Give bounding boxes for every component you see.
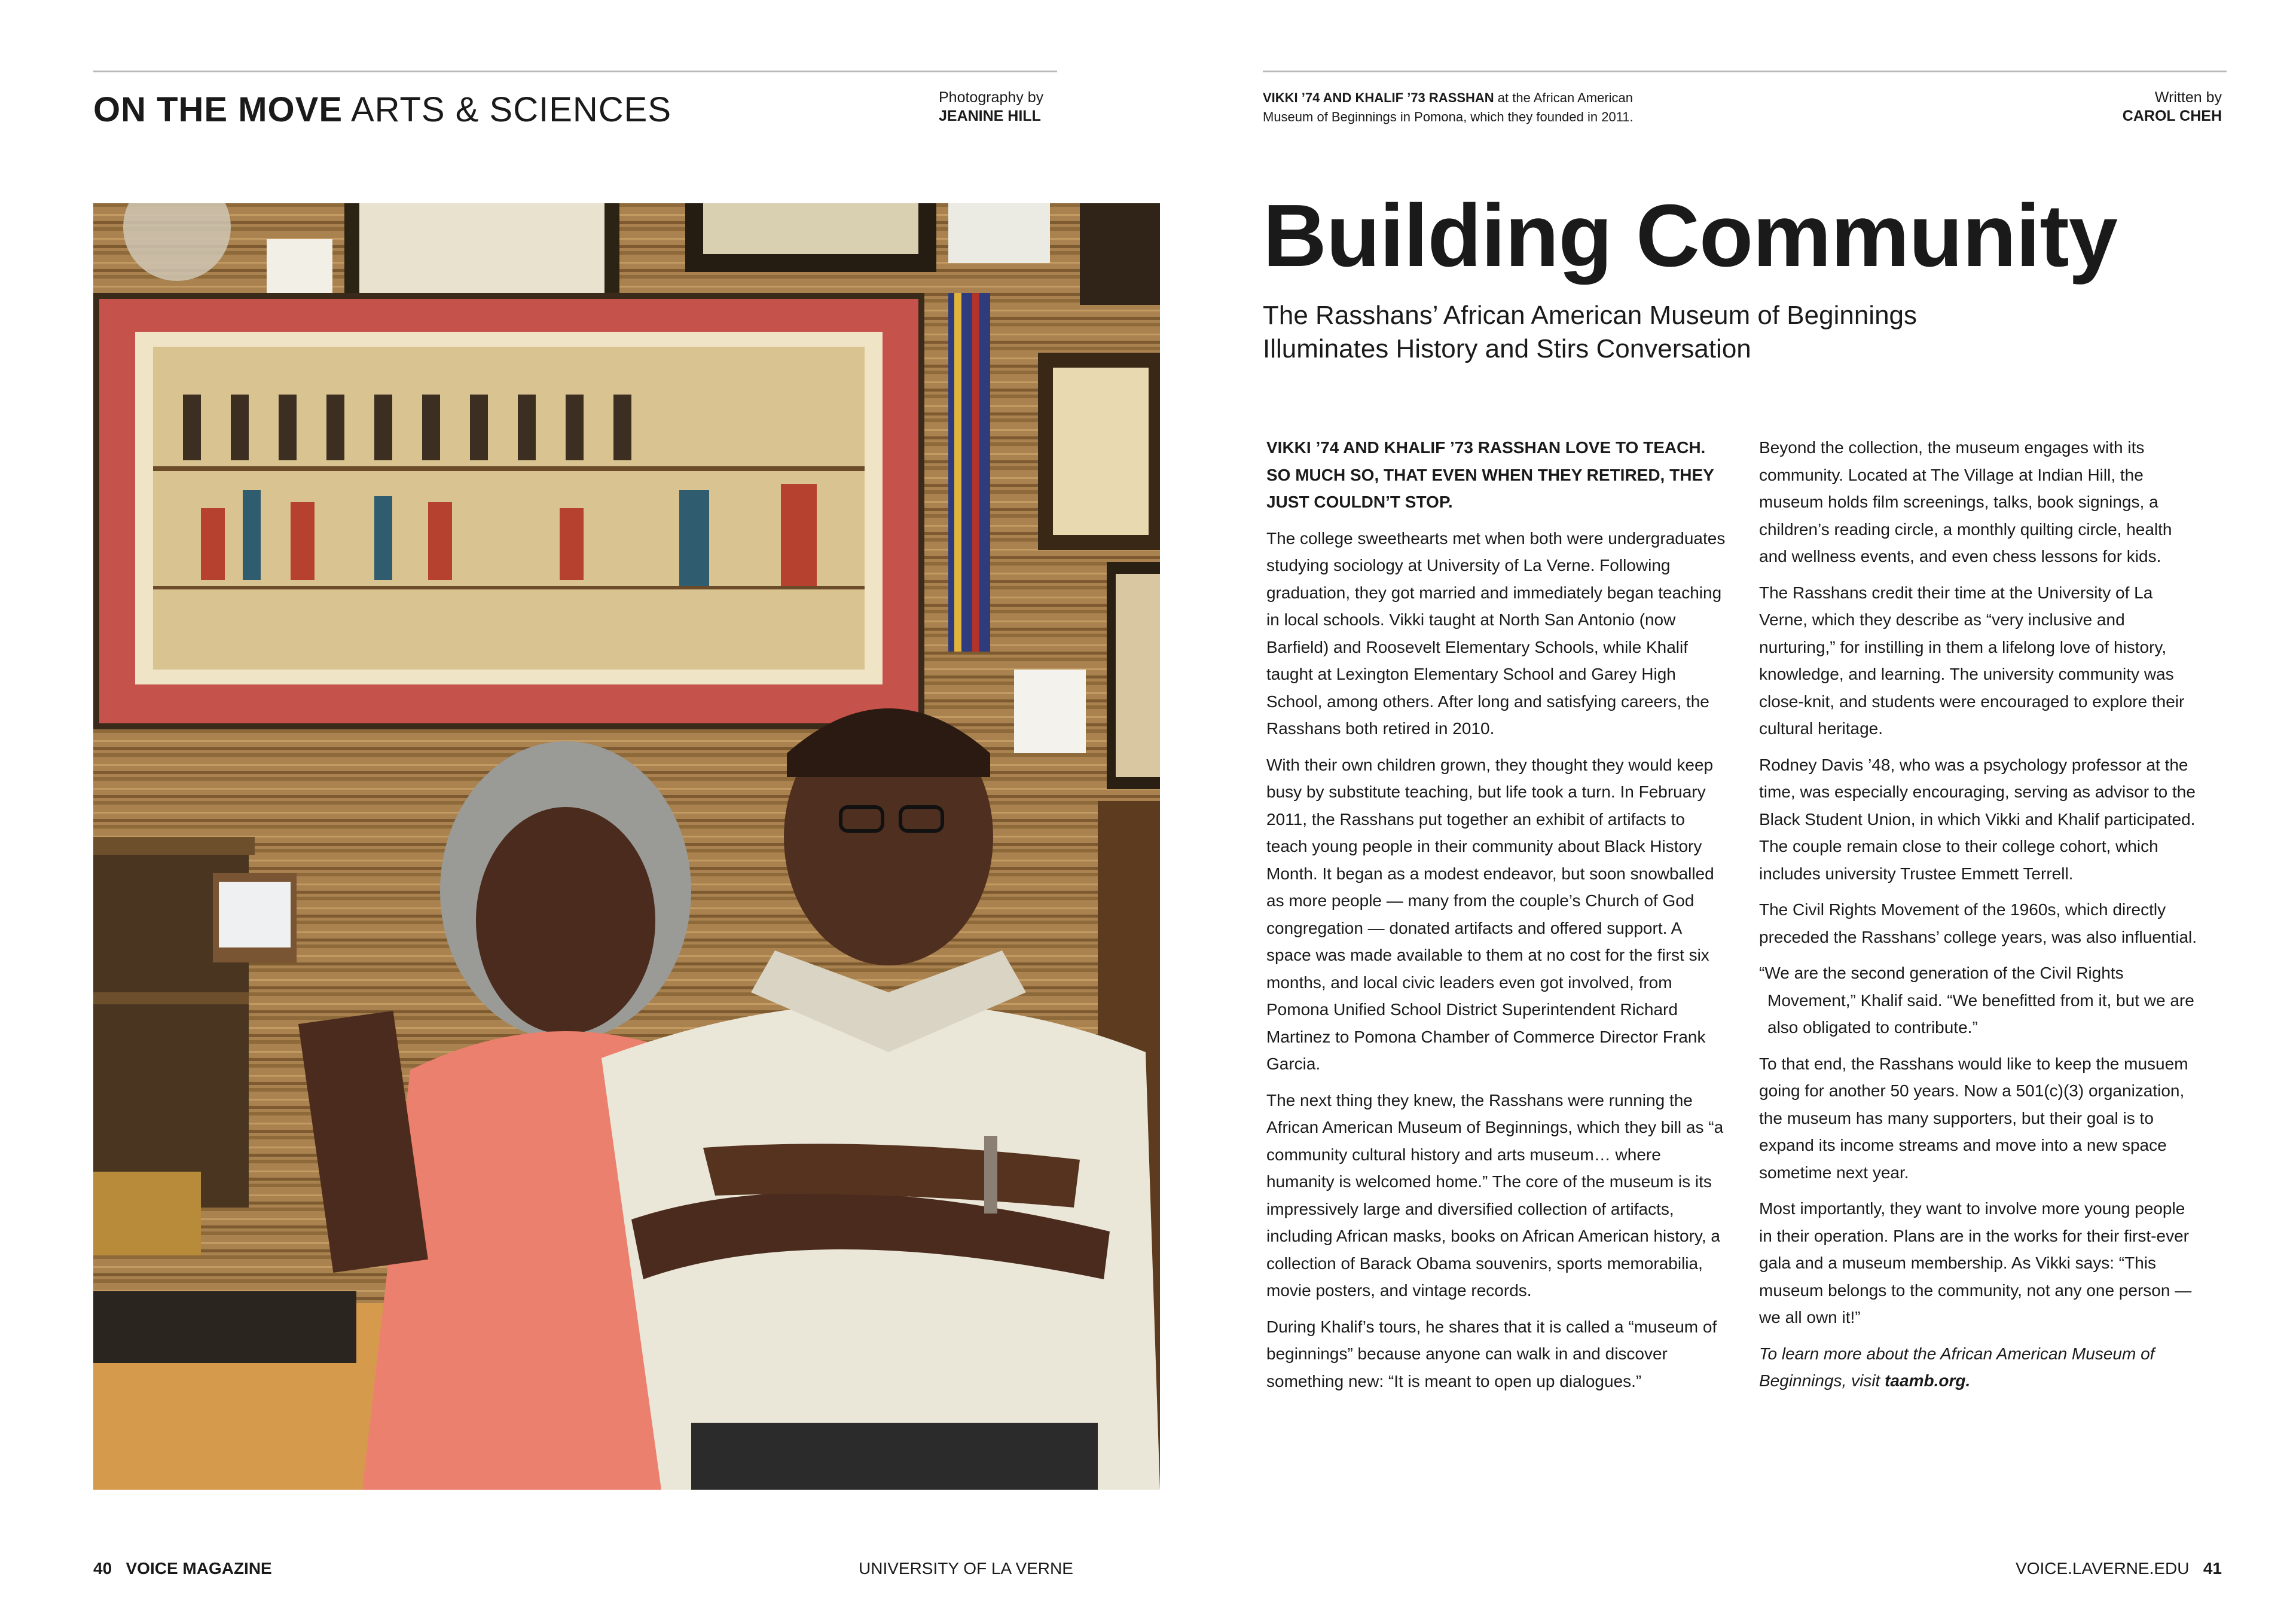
- closing-note-text: To learn more about the African American Museum of Beginnings, visit: [1759, 1344, 2155, 1390]
- photo-credit-name: JEANINE HILL: [939, 108, 1041, 124]
- body-column-1: [1266, 434, 1727, 1404]
- header-rule-right: [1263, 71, 2227, 72]
- section-title-sub: ARTS & SCIENCES: [350, 90, 672, 129]
- section-title-bold: ON THE MOVE: [93, 90, 343, 129]
- body-paragraph: The next thing they knew, the Rasshans were running the African American Museum of Beginnings, which they bill as “a community cultural history and arts museum… where humanity is welcomed home.” The core of the museum is its impressively large and diversified collection of artifacts, including African masks, books on African American history, a collection of Barack Obama souvenirs, sports memorabilia, movie posters, and vintage records.: [1266, 1090, 1724, 1300]
- photo-credit: [939, 88, 1043, 126]
- article-dek: The Rasshans’ African American Museum of Beginnings Illuminates History and Stirs Conversation: [1263, 301, 1918, 363]
- writer-credit-role: Written by: [2154, 89, 2222, 106]
- feature-photo: [93, 203, 1160, 1490]
- body-paragraph: During Khalif’s tours, he shares that it is called a “museum of beginnings” because anyone can walk in and discover something new: “It is meant to open up dialogues.”: [1266, 1317, 1717, 1390]
- body-paragraph: Most importantly, they want to involve more young people in their operation. Plans are in the works for their first-ever gala and a museum membership. As Vikki says: “This museum belongs to the community, not any one person — we all own it!”: [1759, 1199, 2192, 1326]
- museum-website-link[interactable]: taamb.org.: [1885, 1371, 1971, 1390]
- header-rule-left: [93, 71, 1057, 72]
- footer-left: [93, 1559, 272, 1578]
- body-paragraph: With their own children grown, they thought they would keep busy by substitute teaching, but life took a turn. In February 2011, the Rasshans put together an exhibit of artifacts to teach young people in their community about Black History Month. It began as a modest endeavor, but soon snowballed as more people — many from the couple’s Church of God congregation — donated artifacts and offered support. A space was made available to them at no cost for the first six months, and local civic leaders even got involved, from Pomona Unified School District Superintendent Richard Martinez to Pomona Chamber of Commerce Director Frank Garcia.: [1266, 755, 1714, 1073]
- footer-university: UNIVERSITY OF LA VERNE: [859, 1559, 1073, 1578]
- photo-caption: [1263, 88, 1669, 127]
- magazine-website[interactable]: VOICE.LAVERNE.EDU: [2016, 1559, 2190, 1578]
- writer-credit: [2123, 88, 2222, 126]
- photo-caption-text: at the African American Museum of Beginnings in Pomona, which they founded in 2011.: [1263, 90, 1634, 124]
- body-column-2: [1759, 434, 2202, 1404]
- body-paragraph: The Rasshans credit their time at the University of La Verne, which they describe as “very inclusive and nurturing,” for instilling in them a lifelong love of history, knowledge, and learning. The university community was close-knit, and students were encouraged to explore their cultural heritage.: [1759, 583, 2185, 738]
- photo-credit-role: Photography by: [939, 89, 1044, 106]
- page-number-left: 40: [93, 1559, 112, 1578]
- footer-right: [2016, 1559, 2222, 1578]
- body-paragraph: The Civil Rights Movement of the 1960s, which directly preceded the Rasshans’ college years, was also influential.: [1759, 900, 2197, 946]
- section-title: [93, 90, 671, 130]
- quote-paragraph: “We are the second generation of the Civil Rights Movement,” Khalif said. “We benefitted from it, but we are also obligated to contribute.”: [1759, 964, 2194, 1037]
- page-number-right: 41: [2203, 1559, 2222, 1578]
- article-headline: Building Community: [1263, 187, 2117, 285]
- photo-caption-bold: VIKKI ’74 AND KHALIF ’73 RASSHAN: [1263, 90, 1494, 105]
- article-lede: VIKKI ’74 AND KHALIF ’73 RASSHAN LOVE TO TEACH. SO MUCH SO, THAT EVEN WHEN THEY RETIRED, THEY JUST COULDN’T STOP.: [1266, 438, 1714, 511]
- writer-credit-name: CAROL CHEH: [2122, 108, 2222, 124]
- body-paragraph: To that end, the Rasshans would like to keep the musuem going for another 50 years. Now a 501(c)(3) organization, the museum has many supporters, but their goal is to expand its income streams and move into a new space sometime next year.: [1759, 1054, 2188, 1182]
- body-paragraph: The college sweethearts met when both were undergraduates studying sociology at University of La Verne. Following graduation, they got married and immediately began teaching in local schools. Vikki taught at North San Antonio (now Barfield) and Roosevelt Elementary Schools, while Khalif taught at Lexington Elementary School and Garey High School, among others. After long and satisfying careers, the Rasshans both retired in 2010.: [1266, 528, 1726, 738]
- body-paragraph: Rodney Davis ’48, who was a psychology professor at the time, was especially encouraging, serving as advisor to the Black Student Union, in which Vikki and Khalif participated. The couple remain close to their college cohort, which includes university Trustee Emmett Terrell.: [1759, 755, 2196, 883]
- closing-note: [1759, 1340, 2202, 1395]
- magazine-name: VOICE MAGAZINE: [126, 1559, 272, 1578]
- body-paragraph: Beyond the collection, the museum engages with its community. Located at The Village at Indian Hill, the museum holds film screenings, talks, book signings, a children’s reading circle, a monthly quilting circle, health and wellness events, and even chess lessons for kids.: [1759, 438, 2172, 566]
